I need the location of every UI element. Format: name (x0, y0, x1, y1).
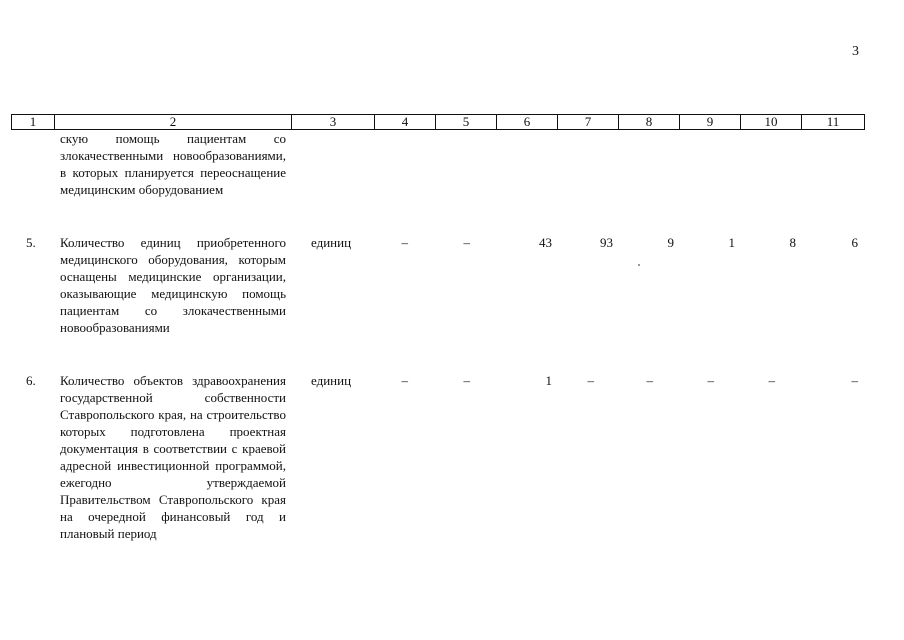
column-header: 1 (12, 115, 55, 130)
value-col-7: – (587, 373, 594, 388)
page-number: 3 (852, 44, 859, 59)
row-number: 5. (26, 235, 36, 250)
value-col-10: – (768, 373, 775, 388)
indicator-description: Количество объектов здравоохранения государственной собственности Ставропольского края, на строительство которых подготовлена проектная документация в соответствии с краевой адресной инвестиционной программой, ежегодно утверждаемой Правительством Ставропольского края на очередной финансовый год и плановый период (60, 373, 286, 541)
column-header: 9 (680, 115, 741, 130)
unit-of-measure: единиц (311, 373, 352, 388)
value-col-6: 1 (545, 373, 552, 388)
column-header: 7 (558, 115, 619, 130)
value-col-4: – (401, 373, 408, 388)
value-col-10: 8 (789, 235, 796, 250)
value-col-6: 43 (539, 235, 552, 250)
value-col-7: 93 (600, 235, 613, 250)
value-col-11: – (851, 373, 858, 388)
value-col-9: – (707, 373, 714, 388)
column-header: 3 (292, 115, 375, 130)
value-col-5: – (463, 235, 470, 250)
column-header: 5 (436, 115, 497, 130)
column-header: 4 (375, 115, 436, 130)
value-col-4: – (401, 235, 408, 250)
value-col-8: 9 (667, 235, 674, 250)
indicator-description: Количество единиц приобретенного медицинского оборудования, которым оснащены медицинские организации, оказывающие медицинскую помощь пациентам со злокачественными новообразованиями (60, 235, 286, 335)
value-col-11: 6 (851, 235, 858, 250)
scan-speck (638, 264, 640, 266)
column-header: 8 (619, 115, 680, 130)
value-col-9: 1 (728, 235, 735, 250)
continued-description: скую помощь пациентам со злокачественными новообразованиями, в которых планируется переоснащение медицинским оборудованием (60, 131, 286, 197)
column-header: 6 (497, 115, 558, 130)
column-header: 10 (741, 115, 802, 130)
unit-of-measure: единиц (311, 235, 352, 250)
value-col-5: – (463, 373, 470, 388)
column-header: 11 (802, 115, 865, 130)
row-number: 6. (26, 373, 36, 388)
value-col-8: – (646, 373, 653, 388)
column-header: 2 (55, 115, 292, 130)
column-number-header (11, 114, 865, 130)
